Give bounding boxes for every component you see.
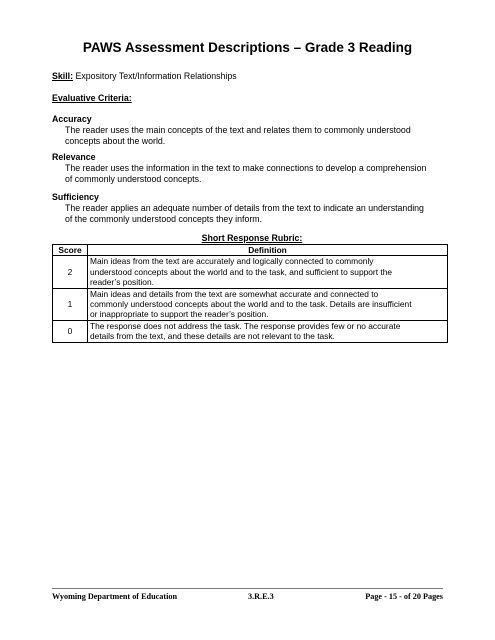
rubric-definition-line: or inappropriate to support the reader’s position. xyxy=(90,309,269,320)
criterion-text-line: concepts about the world. xyxy=(65,136,166,146)
rubric-definition xyxy=(88,320,448,342)
criterion-accuracy xyxy=(52,114,452,147)
criterion-heading: Sufficiency xyxy=(52,192,99,202)
criterion-text-line: The reader uses the main concepts of the text and relates them to commonly understood xyxy=(65,125,411,135)
skill-value: Expository Text/Information Relationships xyxy=(75,71,237,81)
rubric-row xyxy=(53,320,448,342)
rubric-definition-line: Main ideas from the text are accurately and logically connected to commonly xyxy=(90,256,374,267)
footer-code: 3.R.E.3 xyxy=(248,592,274,601)
criterion-text-line: The reader applies an adequate number of details from the text to indicate an understanding xyxy=(65,203,424,213)
criterion-text-line: The reader uses the information in the text to make connections to develop a comprehension xyxy=(65,163,427,173)
rubric-definition-line: The response does not address the task. The response provides few or no accurate xyxy=(90,320,401,331)
criterion-relevance xyxy=(52,152,452,185)
criterion-sufficiency xyxy=(52,192,452,225)
page-title: PAWS Assessment Descriptions – Grade 3 Reading xyxy=(82,40,413,55)
rubric-definition-line: Main ideas and details from the text are somewhat accurate and connected to xyxy=(90,288,379,299)
footer-divider xyxy=(52,588,443,589)
rubric-score: 1 xyxy=(53,288,88,320)
skill-line xyxy=(52,71,452,82)
rubric-title: Short Response Rubric: xyxy=(201,233,303,243)
rubric-definition-line: reader’s position. xyxy=(90,277,154,288)
rubric-definition xyxy=(88,288,448,320)
rubric-definition-line: commonly understood concepts about the world and to the task. Details are insufficient xyxy=(90,299,412,310)
footer-page-number: Page - 15 - of 20 Pages xyxy=(365,592,443,601)
rubric-score: 2 xyxy=(53,256,88,288)
rubric-definition-line: understood concepts about the world and to the task, and sufficient to support the xyxy=(90,266,393,277)
rubric-score: 0 xyxy=(53,320,88,342)
evaluative-criteria-label: Evaluative Criteria: xyxy=(52,93,132,103)
rubric-table xyxy=(52,244,448,343)
rubric-header-row xyxy=(53,245,448,256)
criterion-heading: Accuracy xyxy=(52,114,92,124)
criterion-text-line: of commonly understood concepts. xyxy=(65,174,202,184)
rubric-row xyxy=(53,288,448,320)
rubric-definition xyxy=(88,256,448,288)
rubric-row xyxy=(53,256,448,288)
score-column-header: Score xyxy=(53,245,88,256)
rubric-definition-line: details from the text, and these details are not relevant to the task. xyxy=(90,331,335,342)
criterion-text-line: of the commonly understood concepts they inform. xyxy=(65,214,263,224)
footer-organization: Wyoming Department of Education xyxy=(52,592,178,601)
evaluative-criteria-heading xyxy=(52,93,452,104)
criterion-heading: Relevance xyxy=(52,152,96,162)
definition-column-header: Definition xyxy=(88,245,448,256)
skill-label: Skill: xyxy=(52,71,74,81)
